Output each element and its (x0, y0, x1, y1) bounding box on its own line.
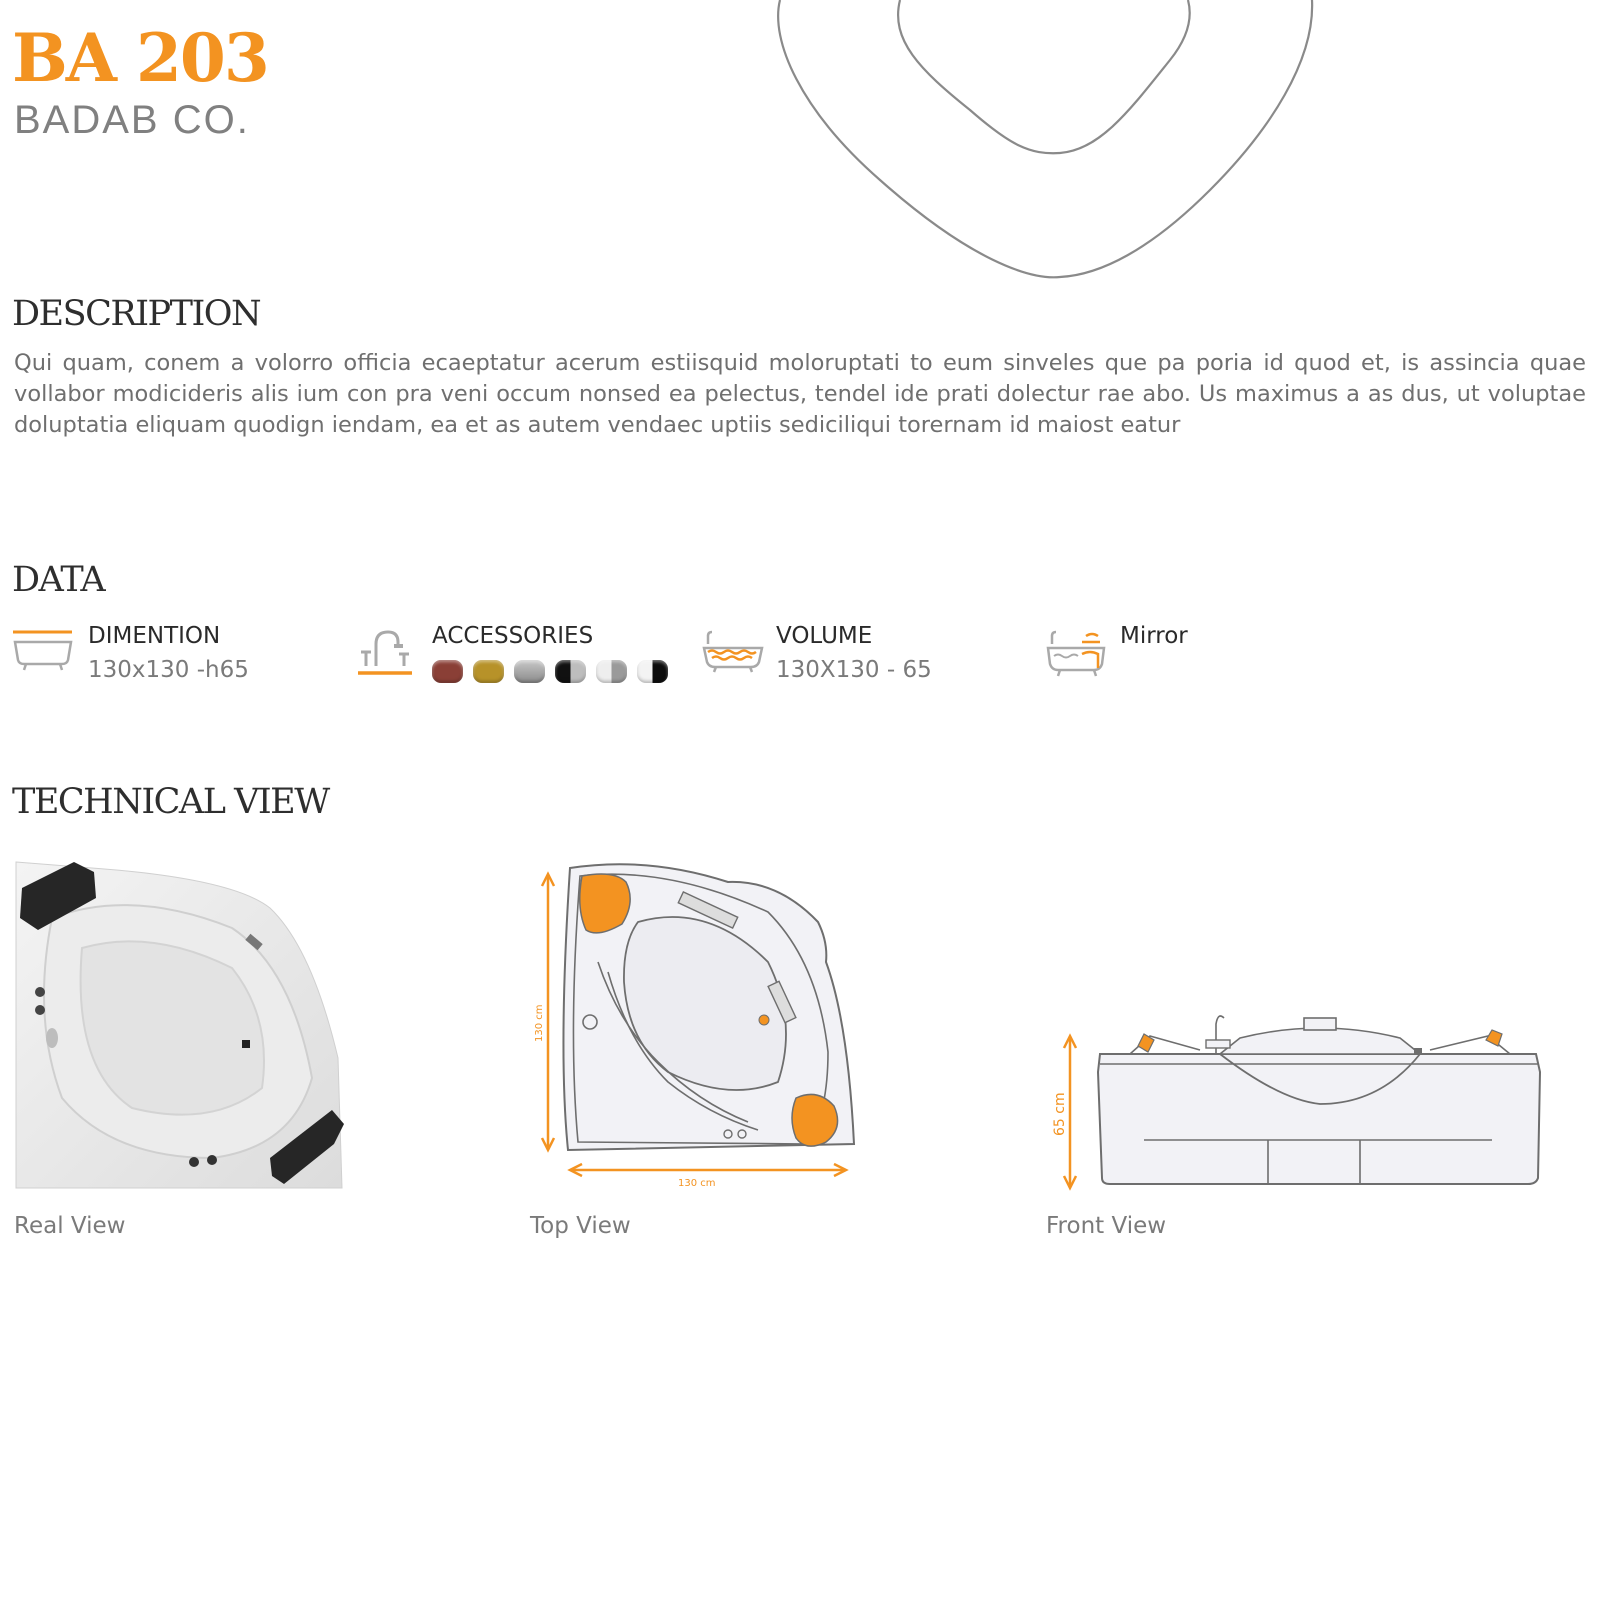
real-view-image (12, 858, 352, 1194)
volume-value: 130X130 - 65 (776, 657, 932, 683)
depth-dimension-label: 130 cm (534, 1004, 545, 1042)
data-item-mirror (1046, 622, 1246, 692)
data-item-dimention (12, 622, 332, 692)
product-model-title: BA 203 (12, 19, 268, 97)
finish-swatch-white-chrome (596, 660, 627, 683)
filled-bathtub-icon (702, 630, 764, 674)
description-text: Qui quam, conem a volorro officia ecaeptatur acerum estiisquid moloruptati to eum sinveles que pa poria id quod et, is assincia quae vollabor modicideris alis ium con pra veni occum nonsed ea pelectus, tendel ide prati dolectur rae abo. Us maximus a as dus, ut voluptae doluptatia eliquam quodign iendam, ea et as autem vendaec uptiis sediciliqui torernam id maiost eatur (14, 350, 1586, 438)
data-heading: DATA (12, 560, 105, 600)
finish-swatch-black-chrome (555, 660, 586, 683)
finish-swatch-chrome (514, 660, 545, 683)
data-item-volume (702, 622, 1002, 692)
accessories-label: ACCESSORIES (432, 623, 594, 649)
data-item-accessories (358, 622, 688, 692)
dimention-value: 130x130 -h65 (88, 657, 249, 683)
description-heading: DESCRIPTION (12, 294, 261, 334)
finish-swatches (432, 660, 668, 683)
whirlpool-bathtub-icon (1046, 628, 1108, 678)
decorative-outline-shape (770, 0, 1330, 290)
dimention-label: DIMENTION (88, 623, 221, 649)
volume-label: VOLUME (776, 623, 873, 649)
top-view-caption: Top View (530, 1213, 631, 1239)
bathtub-outline-icon (12, 628, 74, 672)
real-view-caption: Real View (14, 1213, 126, 1239)
top-view-drawing (528, 852, 868, 1197)
brand-name: BADAB CO. (14, 98, 250, 142)
faucet-icon (358, 626, 414, 676)
front-view-caption: Front View (1046, 1213, 1167, 1239)
technical-view-heading: TECHNICAL VIEW (12, 782, 329, 822)
finish-swatch-white-black (637, 660, 668, 683)
width-dimension-label: 130 cm (678, 1178, 716, 1189)
finish-swatch-copper (432, 660, 463, 683)
finish-swatch-gold (473, 660, 504, 683)
mirror-label: Mirror (1120, 623, 1188, 649)
front-view-drawing (1040, 1010, 1546, 1200)
height-dimension-label: 65 cm (1052, 1092, 1068, 1136)
